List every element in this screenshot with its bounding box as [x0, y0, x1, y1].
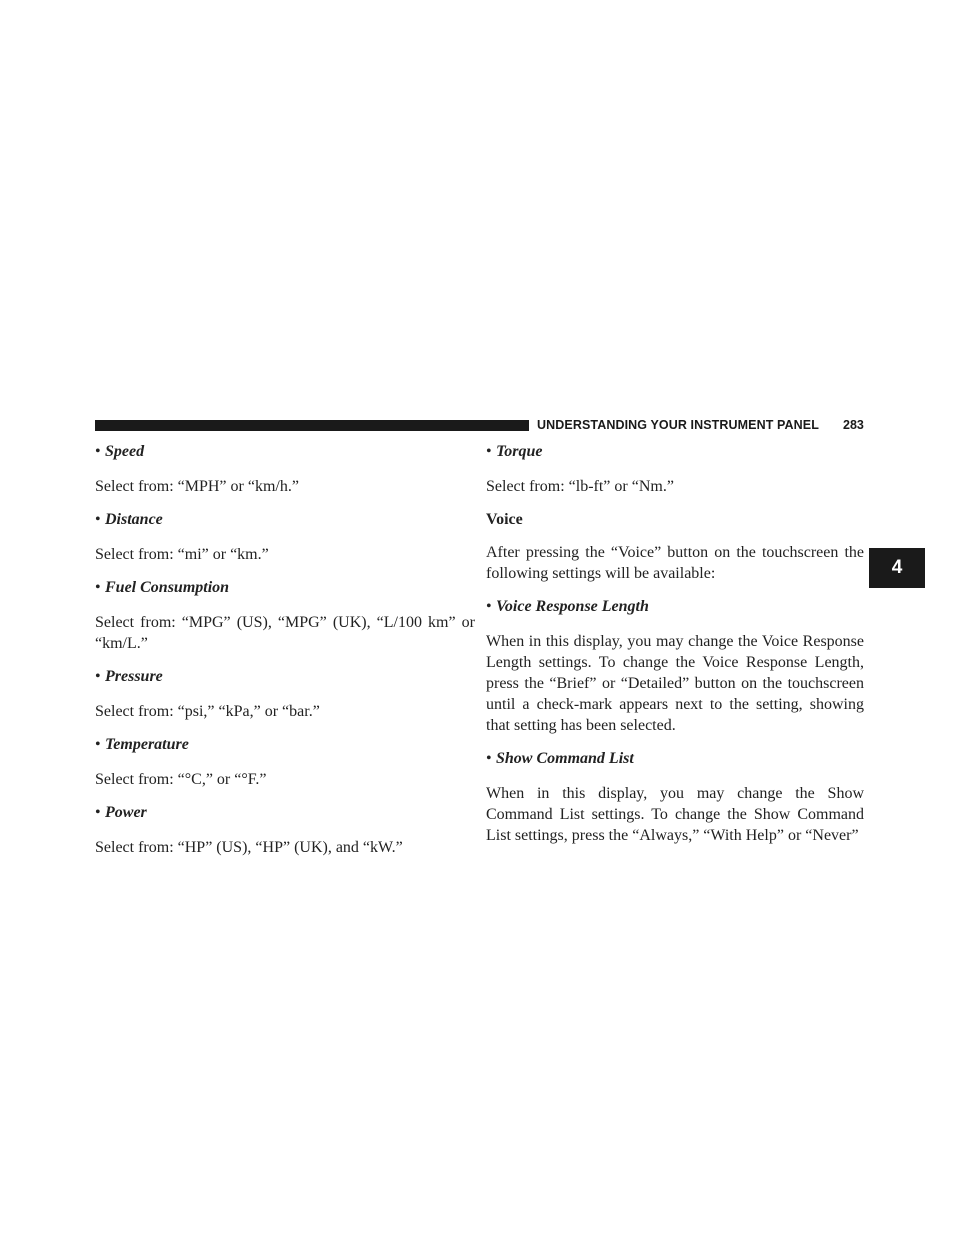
- distance-text: Select from: “mi” or “km.”: [95, 546, 269, 563]
- temperature-text: Select from: “°C,” or “°F.”: [95, 771, 267, 788]
- bullet-icon: •: [486, 598, 492, 615]
- temperature-label: Temperature: [105, 736, 189, 753]
- pressure-label: Pressure: [105, 668, 163, 685]
- bullet-icon: •: [95, 579, 101, 596]
- bullet-pressure: [95, 666, 475, 687]
- chapter-tab: 4: [869, 548, 925, 588]
- fuel-label: Fuel Consumption: [105, 579, 230, 596]
- voice-text: After pressing the “Voice” button on the touchscreen the following settings will be available:: [486, 544, 864, 582]
- torque-text: Select from: “lb-ft” or “Nm.”: [486, 478, 674, 495]
- bullet-icon: •: [95, 736, 101, 753]
- bullet-icon: •: [486, 750, 492, 767]
- bullet-icon: •: [95, 668, 101, 685]
- bullet-response-length: [486, 596, 864, 617]
- command-text: When in this display, you may change the Show Command List settings. To change the Show Command List settings, press the “Always,” “With Help” or “Never”: [486, 785, 864, 844]
- response-text: When in this display, you may change the Voice Response Length settings. To change the Voice Response Length, press the “Brief” or “Detailed” button on the touchscreen until a check-mark appears next to the setting, showing that setting has been selected.: [486, 633, 864, 734]
- torque-label: Torque: [496, 443, 543, 460]
- section-title: UNDERSTANDING YOUR INSTRUMENT PANEL: [537, 418, 819, 432]
- bullet-distance: [95, 509, 475, 530]
- pressure-text: Select from: “psi,” “kPa,” or “bar.”: [95, 703, 320, 720]
- page-number: 283: [843, 418, 864, 432]
- bullet-power: [95, 802, 475, 823]
- speed-text: Select from: “MPH” or “km/h.”: [95, 478, 299, 495]
- fuel-text: Select from: “MPG” (US), “MPG” (UK), “L/100 km” or “km/L.”: [95, 614, 475, 652]
- bullet-speed: [95, 441, 475, 462]
- response-label: Voice Response Length: [496, 598, 649, 615]
- power-label: Power: [105, 804, 147, 821]
- power-text: Select from: “HP” (US), “HP” (UK), and “kW.”: [95, 839, 403, 856]
- bullet-icon: •: [95, 511, 101, 528]
- bullet-command-list: [486, 748, 864, 769]
- command-label: Show Command List: [496, 750, 634, 767]
- bullet-icon: •: [486, 443, 492, 460]
- left-column: [95, 441, 475, 870]
- speed-label: Speed: [105, 443, 145, 460]
- distance-label: Distance: [105, 511, 163, 528]
- bullet-icon: •: [95, 804, 101, 821]
- bullet-torque: [486, 441, 864, 462]
- header-rule: [95, 420, 529, 431]
- bullet-temperature: [95, 734, 475, 755]
- right-column: [486, 441, 864, 858]
- voice-heading: Voice: [486, 511, 523, 528]
- bullet-icon: •: [95, 443, 101, 460]
- bullet-fuel: [95, 577, 475, 598]
